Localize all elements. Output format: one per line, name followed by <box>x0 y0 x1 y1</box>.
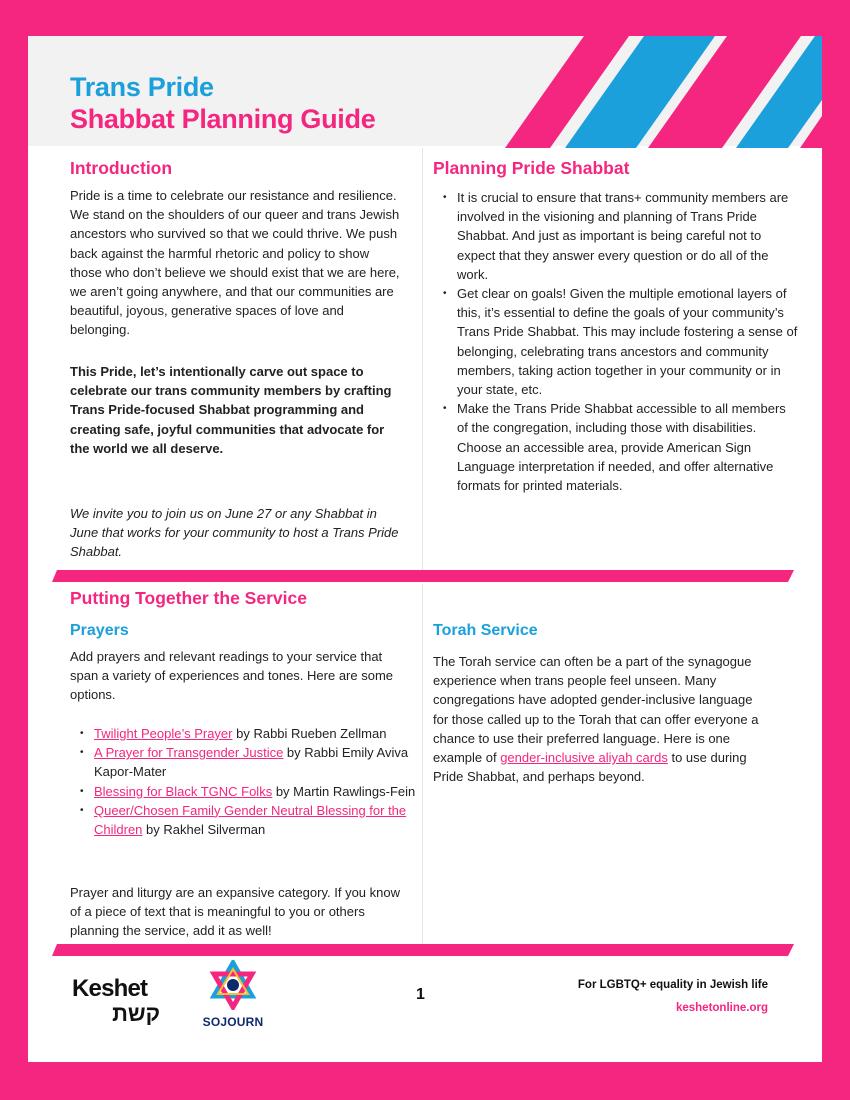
sojourn-logo-text: SOJOURN <box>202 1015 264 1029</box>
planning-heading: Planning Pride Shabbat <box>433 158 630 178</box>
list-item <box>94 724 436 743</box>
list-item <box>94 782 436 801</box>
prayers-heading: Prayers <box>70 622 129 639</box>
prayer-link-chosen-family[interactable]: Queer/Chosen Family Gender Neutral Blessing for the Children <box>94 802 407 838</box>
keshet-logo-hebrew: קשת <box>112 1001 160 1026</box>
page-number: 1 <box>416 986 425 1003</box>
prayer-author: by Martin Rawlings-Fein <box>272 783 416 799</box>
page <box>28 36 822 1062</box>
page-title-line2: Shabbat Planning Guide <box>70 104 376 134</box>
prayers-outro: Prayer and liturgy are an expansive category. If you know of a piece of text that is meaningful to you or others planning the service, add it as well! <box>70 885 400 939</box>
intro-call-to-action: This Pride, let’s intentionally carve out space to celebrate our trans community members by crafting Trans Pride-focused Shabbat programming and creating safe, joyful communities that advocate for the world we all deserve. <box>70 364 392 456</box>
intro-heading: Introduction <box>70 158 173 178</box>
list-item <box>94 743 436 781</box>
prayer-link-transgender-justice[interactable]: A Prayer for Transgender Justice <box>94 745 284 761</box>
planning-list <box>433 188 799 495</box>
prayers-intro: Add prayers and relevant readings to your service that span a variety of experiences and tones. Here are some options. <box>70 649 394 703</box>
column-divider-top <box>422 148 423 572</box>
sojourn-logo <box>198 960 268 1029</box>
torah-paragraph: The Torah service can often be a part of the synagogue experience when trans people feel unseen. Many congregations have adopted gender-inclusive language for those called up to the Torah that can offer everyone a chance to use their preferred language. Here is one example of gender-inclusive aliyah cards to use during Pride Shabbat, and perhaps beyond. <box>433 654 759 785</box>
intro-paragraph: Pride is a time to celebrate our resistance and resilience. We stand on the shoulders of our queer and trans Jewish ancestors who survived so that we could thrive. We push back against the harmful rhetoric and policy to show those who don’t believe we should exist that we are here, we aren’t going anywhere, and that our communities are beautiful, joyous, generative spaces of love and belonging. <box>70 188 400 338</box>
prayer-author: by Rabbi Emily Aviva Kapor-Mater <box>94 745 409 780</box>
prayer-author: by Rakhel Silverman <box>142 822 266 838</box>
list-item: • Make the Trans Pride Shabbat accessible to all members of the congregation, including those with disabilities. Choose an accessible area, provide American Sign Language interpretation if needed, and offer alternative formats for printed materials. <box>457 399 799 495</box>
section-divider-band <box>52 570 794 582</box>
prayers-list <box>70 724 436 839</box>
keshet-logo-text: Keshet <box>72 975 148 1002</box>
prayer-author: by Rabbi Rueben Zellman <box>232 726 387 741</box>
page-title-line1: Trans Pride <box>70 72 214 102</box>
star-of-david-icon <box>208 960 258 1010</box>
list-item: • It is crucial to ensure that trans+ community members are involved in the visioning and planning of Trans Pride Shabbat. And just as important is being careful not to expect that they answer every question or do all of the work. <box>457 188 799 284</box>
footer-divider-band <box>52 944 794 956</box>
aliyah-cards-link[interactable]: gender-inclusive aliyah cards <box>500 750 668 766</box>
keshet-logo <box>72 976 160 1026</box>
list-item <box>94 801 436 839</box>
footer-tagline: For LGBTQ+ equality in Jewish life <box>577 979 768 991</box>
list-item: • Get clear on goals! Given the multiple emotional layers of this, it’s essential to define the goals of your community’s Trans Pride Shabbat. This may include fostering a sense of belonging, celebrating trans ancestors and community members, taking action together in your community or in your state, etc. <box>457 284 799 399</box>
torah-heading: Torah Service <box>433 622 538 639</box>
prayer-link-black-tgnc[interactable]: Blessing for Black TGNC Folks <box>94 783 273 799</box>
prayer-link-twilight[interactable]: Twilight People’s Prayer <box>94 726 233 741</box>
intro-invitation: We invite you to join us on June 27 or any Shabbat in June that works for your community to host a Trans Pride Shabbat. <box>70 506 399 560</box>
service-heading: Putting Together the Service <box>70 588 307 608</box>
footer-website[interactable]: keshetonline.org <box>675 1002 768 1014</box>
